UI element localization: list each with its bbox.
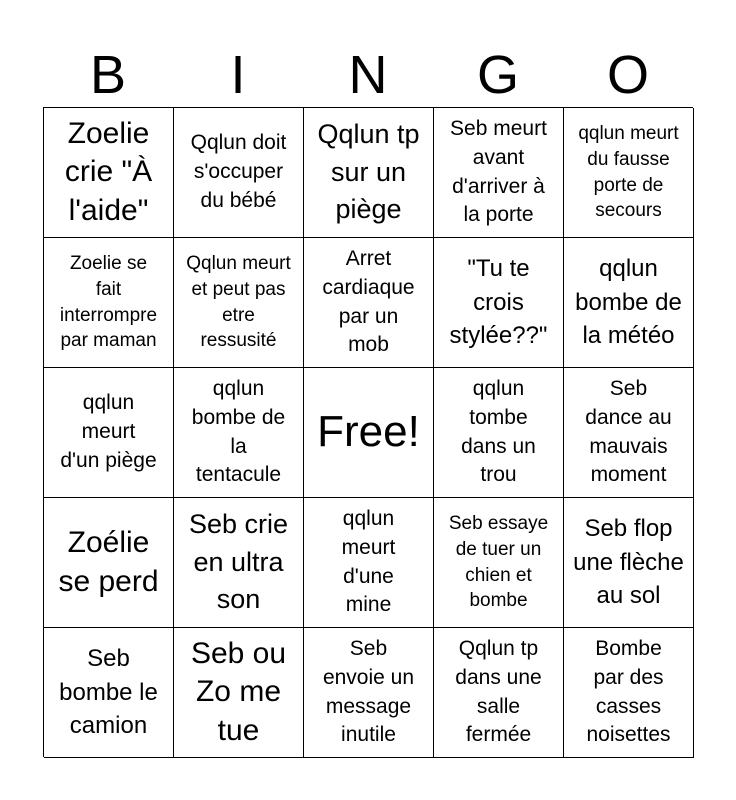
bingo-cell-r2c4[interactable] bbox=[434, 238, 564, 368]
bingo-cell-r4c4[interactable] bbox=[434, 498, 564, 628]
bingo-cell-r5c2[interactable] bbox=[174, 628, 304, 758]
bingo-cell-r2c1[interactable] bbox=[44, 238, 174, 368]
cell-text: qqlun meurt du fausse porte de secours bbox=[578, 122, 679, 222]
bingo-cell-r3c1[interactable] bbox=[44, 368, 174, 498]
bingo-header bbox=[43, 44, 693, 106]
cell-text: qqlun meurt d'une mine bbox=[341, 506, 396, 617]
bingo-cell-r1c4[interactable] bbox=[434, 108, 564, 238]
bingo-cell-r3c4[interactable] bbox=[434, 368, 564, 498]
cell-text: Qqlun tp dans une salle fermée bbox=[455, 636, 542, 747]
cell-text: "Tu te crois stylée??" bbox=[449, 255, 548, 350]
bingo-cell-r5c4[interactable] bbox=[434, 628, 564, 758]
bingo-cell-r2c2[interactable] bbox=[174, 238, 304, 368]
cell-text: Seb envoie un message inutile bbox=[322, 636, 415, 747]
header-letter-i: I bbox=[230, 45, 246, 105]
cell-text: Zoélie se perd bbox=[58, 526, 159, 598]
header-letter-g: G bbox=[476, 45, 519, 105]
cell-text: qqlun tombe dans un trou bbox=[461, 376, 536, 487]
bingo-cell-r4c1[interactable] bbox=[44, 498, 174, 628]
cell-text: Bombe par des casses noisettes bbox=[586, 636, 671, 747]
cell-text: qqlun bombe de la météo bbox=[575, 255, 682, 350]
cell-text: Seb ou Zo me tue bbox=[190, 636, 287, 747]
bingo-cell-r1c2[interactable] bbox=[174, 108, 304, 238]
bingo-cell-r2c3[interactable] bbox=[304, 238, 434, 368]
cell-text: qqlun meurt d'un piège bbox=[60, 391, 157, 472]
bingo-cell-r5c1[interactable] bbox=[44, 628, 174, 758]
cell-text: Qqlun doit s'occuper du bébé bbox=[190, 131, 287, 212]
cell-text: Zoelie se fait interrompre par maman bbox=[59, 252, 158, 352]
cell-text: Seb flop une flèche au sol bbox=[573, 515, 684, 610]
bingo-board bbox=[43, 107, 693, 757]
cell-text: Seb dance au mauvais moment bbox=[585, 376, 672, 487]
cell-text: Qqlun meurt et peut pas etre ressusité bbox=[186, 252, 291, 352]
bingo-cell-r5c5[interactable] bbox=[564, 628, 694, 758]
bingo-cell-r4c2[interactable] bbox=[174, 498, 304, 628]
cell-text: Seb essaye de tuer un chien et bombe bbox=[448, 512, 549, 612]
free-space-label: Free! bbox=[317, 407, 420, 457]
header-letter-n: N bbox=[348, 45, 388, 105]
cell-text: Zoelie crie "À l'aide" bbox=[64, 116, 153, 227]
bingo-cell-r4c3[interactable] bbox=[304, 498, 434, 628]
bingo-cell-r2c5[interactable] bbox=[564, 238, 694, 368]
cell-text: qqlun bombe de la tentacule bbox=[191, 376, 286, 487]
header-letter-b: B bbox=[89, 45, 127, 105]
bingo-cell-r4c5[interactable] bbox=[564, 498, 694, 628]
bingo-cell-r5c3[interactable] bbox=[304, 628, 434, 758]
bingo-cell-free[interactable] bbox=[304, 368, 434, 498]
bingo-cell-r3c5[interactable] bbox=[564, 368, 694, 498]
cell-text: Qqlun tp sur un piège bbox=[317, 118, 420, 225]
cell-text: Arret cardiaque par un mob bbox=[322, 246, 415, 357]
cell-text: Seb crie en ultra son bbox=[188, 508, 289, 615]
bingo-cell-r3c2[interactable] bbox=[174, 368, 304, 498]
bingo-cell-r1c3[interactable] bbox=[304, 108, 434, 238]
cell-text: Seb meurt avant d'arriver à la porte bbox=[450, 116, 547, 227]
bingo-cell-r1c1[interactable] bbox=[44, 108, 174, 238]
header-letter-o: O bbox=[606, 45, 649, 105]
cell-text: Seb bombe le camion bbox=[59, 645, 158, 740]
bingo-cell-r1c5[interactable] bbox=[564, 108, 694, 238]
